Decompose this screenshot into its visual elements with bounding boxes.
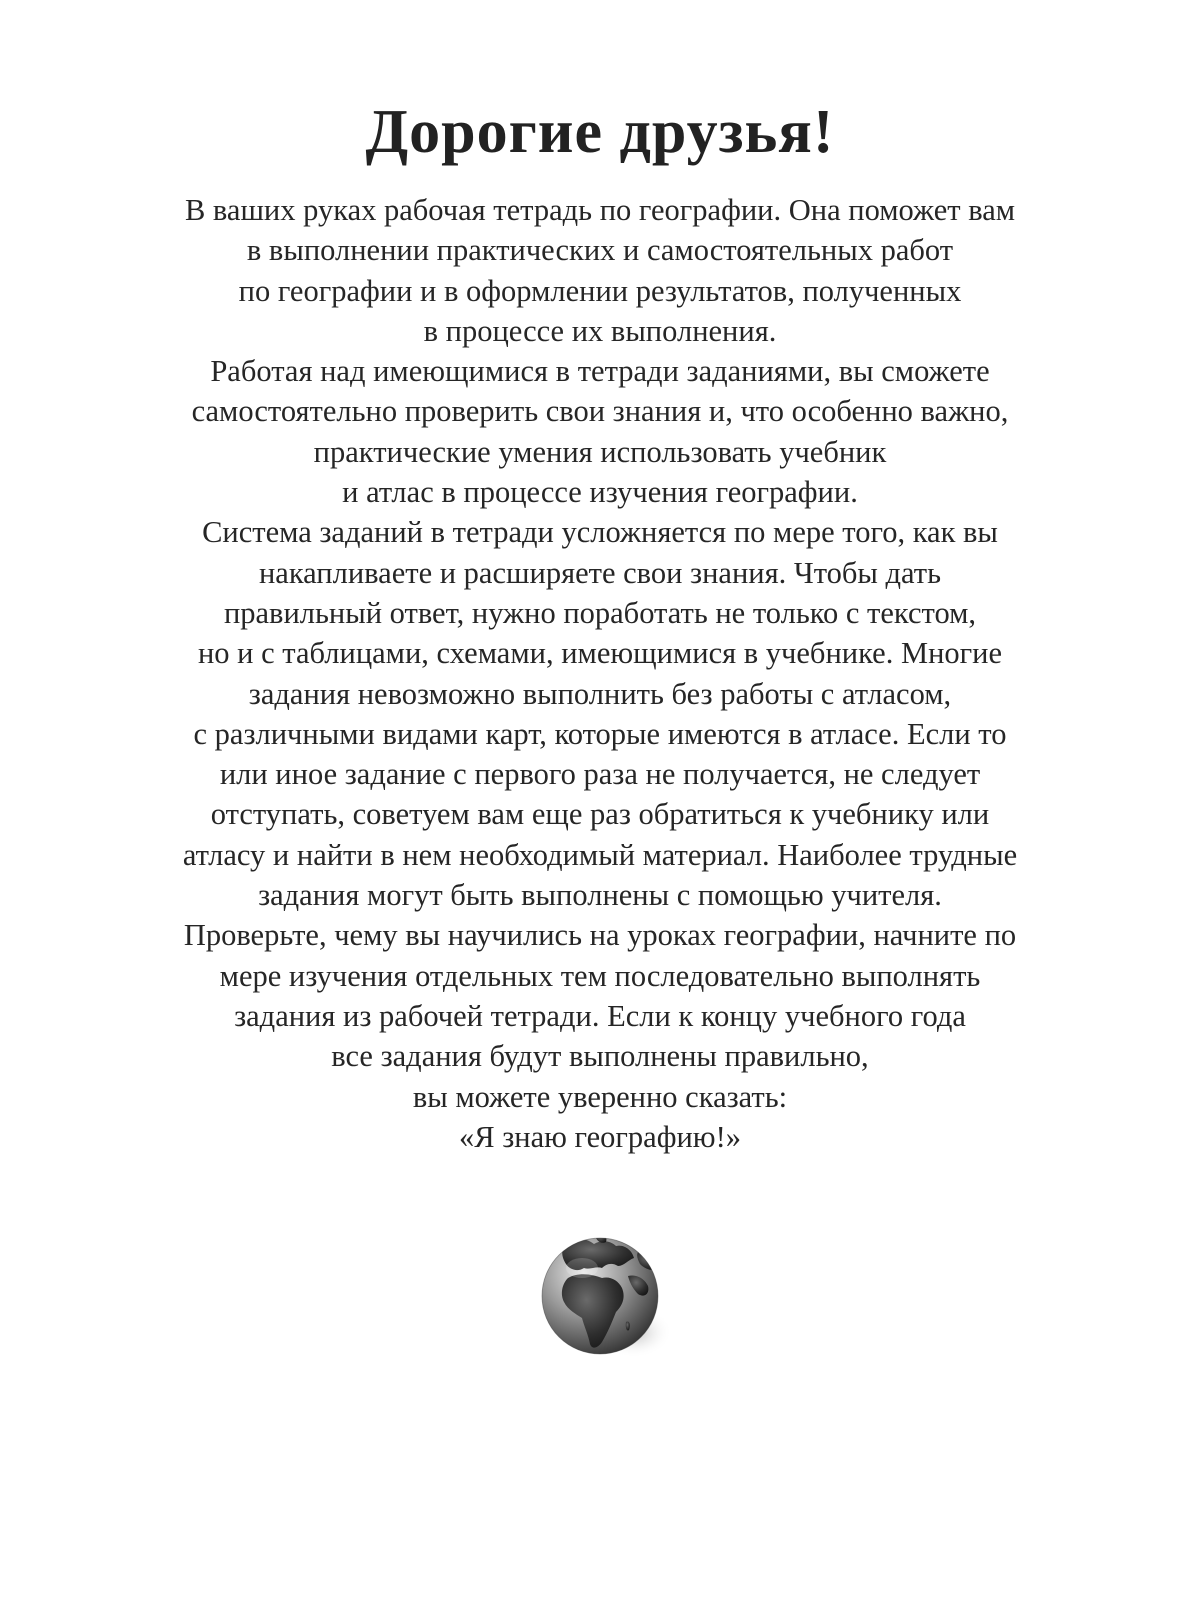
text-line: мере изучения отдельных тем последовательно выполнять [219,958,981,993]
text-line: вы можете уверенно сказать: [412,1079,788,1114]
text-line: и атлас в процессе изучения географии. [342,475,858,510]
text-line: Система заданий в тетради усложняется по мере того, как вы [202,515,998,550]
globe-icon [538,1232,678,1364]
closing-quote: «Я знаю географию!» [458,1119,741,1154]
text-line: по географии и в оформлении результатов, полученных [238,273,962,308]
text-line: атласу и найти в нем необходимый материал. Наиболее трудные [182,837,1018,872]
text-line: Работая над имеющимися в тетради заданиями, вы сможете [210,354,990,389]
text-line: или иное задание с первого раза не получается, не следует [219,757,981,792]
text-line: задания из рабочей тетради. Если к концу учебного года [234,998,966,1033]
text-line: задания могут быть выполнены с помощью учителя. [258,878,942,913]
text-line: в процессе их выполнения. [423,313,777,348]
text-line: самостоятельно проверить свои знания и, что особенно важно, [191,394,1009,429]
text-line: Проверьте, чему вы научились на уроках географии, начните по [183,918,1017,953]
intro-text [120,190,1080,1157]
text-line: отступать, советуем вам еще раз обратиться к учебнику или [210,797,990,832]
text-line: В ваших руках рабочая тетрадь по географии. Она поможет вам [184,193,1016,227]
text-line: практические умения использовать учебник [313,434,887,469]
text-line: задания невозможно выполнить без работы с атласом, [248,676,952,711]
text-line: но и с таблицами, схемами, имеющимися в учебнике. Многие [197,636,1003,671]
page-title: Дорогие друзья! [365,98,835,166]
text-line: с различными видами карт, которые имеются в атласе. Если то [193,716,1007,751]
text-line: в выполнении практических и самостоятельных работ [246,233,954,268]
text-line: все задания будут выполнены правильно, [331,1039,869,1074]
text-line: накапливаете и расширяете свои знания. Чтобы дать [258,555,942,590]
text-line: правильный ответ, нужно поработать не только с текстом, [223,595,977,630]
